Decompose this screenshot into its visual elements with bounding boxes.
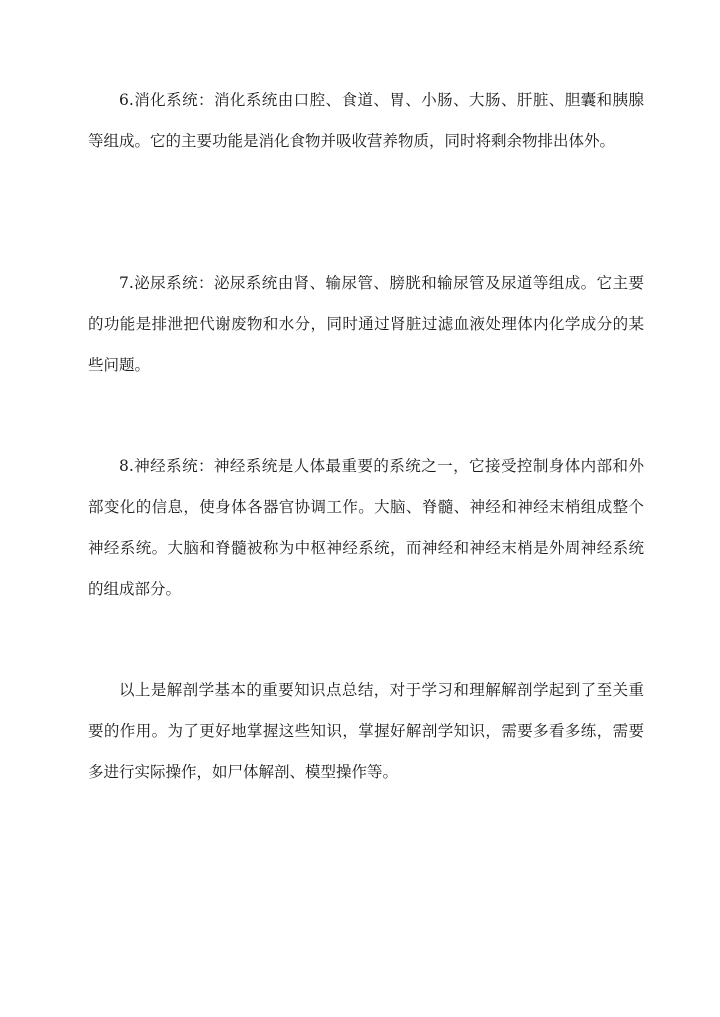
- paragraph-nervous-system: 8.神经系统：神经系统是人体最重要的系统之一，它接受控制身体内部和外部变化的信息，使身体各器官协调工作。大脑、脊髓、神经和神经末梢组成整个神经系统。大脑和脊髓被称为中枢神经系统，而神经和神经末梢是外周神经系统的组成部分。: [88, 457, 644, 598]
- paragraph-urinary-system: 7.泌尿系统：泌尿系统由肾、输尿管、膀胱和输尿管及尿道等组成。它主要的功能是排泄把代谢废物和水分，同时通过肾脏过滤血液处理体内化学成分的某些问题。: [88, 274, 644, 374]
- paragraph-digestive-system: 6.消化系统：消化系统由口腔、食道、胃、小肠、大肠、肝脏、胆囊和胰腺等组成。它的主要功能是消化食物并吸收营养物质，同时将剩余物排出体外。: [88, 91, 644, 150]
- paragraph-summary: 以上是解剖学基本的重要知识点总结，对于学习和理解解剖学起到了至关重要的作用。为了更好地掌握这些知识，掌握好解剖学知识，需要多看多练，需要多进行实际操作，如尸体解剖、模型操作等。: [88, 681, 644, 781]
